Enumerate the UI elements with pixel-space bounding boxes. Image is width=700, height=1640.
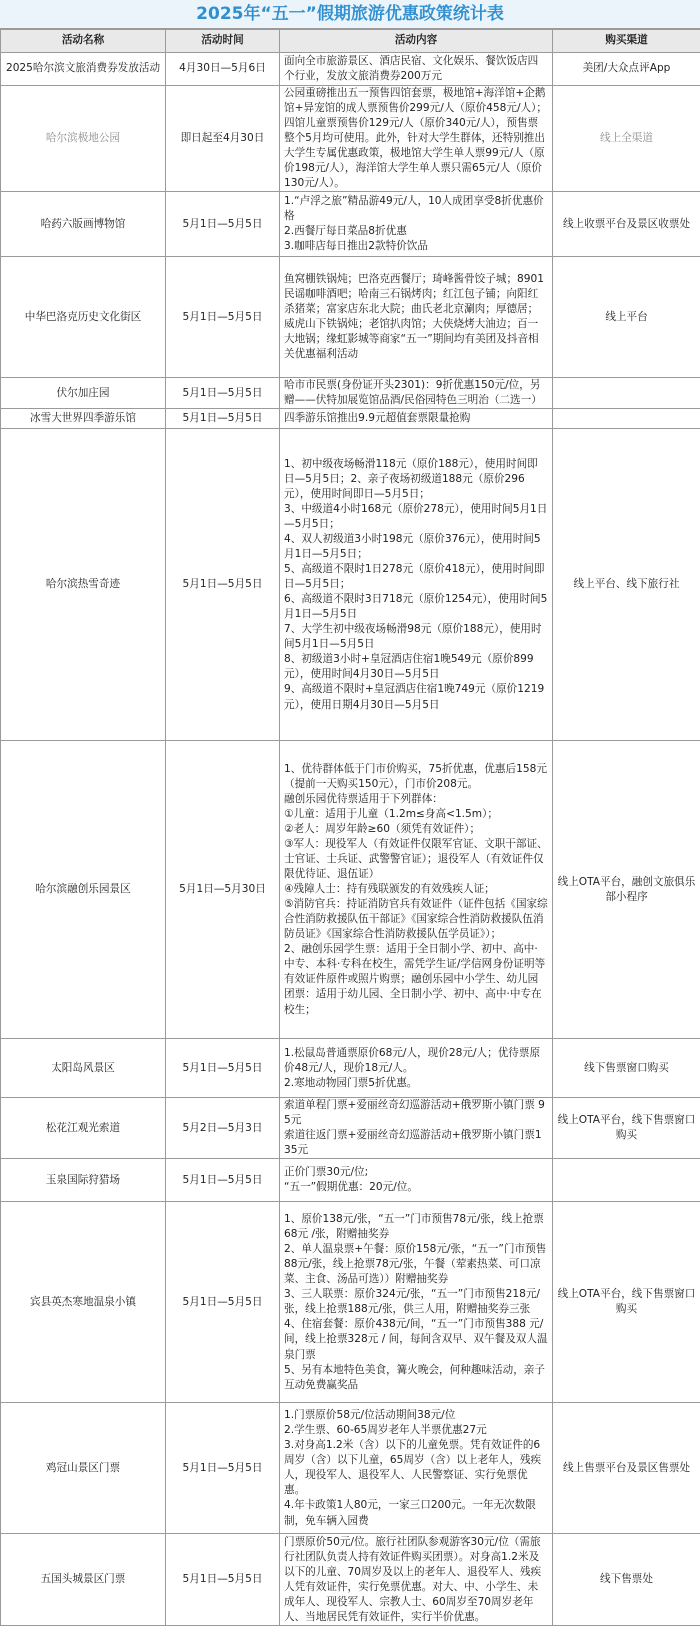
cell-activity-name: 松花江观光索道 [1,1098,166,1159]
cell-activity-content: 1、优待群体低于门市价购买，75折优惠，优惠后158元（提前一天购买150元），门市价208元。 融创乐园优待票适用于下列群体： ①儿童：适用于儿童（1.2m≤身高<1.5m）； ②老人：周岁年龄≥60（须凭有效证件）； ③军人：现役军人（有效证件仅限军官证、文职干部证、士官证、士兵证、武警警官证）；退役军人（有效证件仅限优待证、退伍证） ④残障人士：持有残联颁发的有效残疾人证； ⑤消防官兵：持证消防官兵有效证件（证件包括《国家综合性消防救援队伍干部证》《国家综合性消防救援队伍消防员证》《国家综合性消防救援队伍学员证》）； 2、融创乐园学生票：适用于全日制小学、初中、高中·中专、本科·专科在校生，需凭学生证/学信网身份证明等有效证件原件或照片购票；融创乐园中小学生、幼儿园团票：适用于幼儿园、全日制小学、初中、高中·中专在校生； [280,741,553,1039]
cell-purchase-channel [553,378,700,409]
cell-purchase-channel: 线上平台、线下旅行社 [553,429,700,741]
cell-activity-time: 即日起至4月30日 [166,86,280,192]
cell-activity-content: 公园重磅推出五一预售四馆套票，极地馆+海洋馆+企鹅馆+异宠馆的成人票预售价299元/人（原价458元/人）；四馆儿童票预售价129元/人（原价340元/人），预售票整个5月均可使用。此外，针对大学生群体，还特别推出大学生专属优惠政策，极地馆大学生单人票99元/人（原价198元/人），海洋馆大学生单人票只需65元/人（原价130元/人）。 [280,86,553,192]
header-time: 活动时间 [166,30,280,53]
cell-purchase-channel [553,409,700,429]
cell-activity-content: 四季游乐馆推出9.9元超值套票限量抢购 [280,409,553,429]
cell-activity-content: 1.“卢浮之旅”精品游49元/人，10人成团享受8折优惠价格 2.西餐厅每日菜品8折优惠 3.咖啡店每日推出2款特价饮品 [280,192,553,257]
cell-activity-content: 正价门票30元/位; “五一”假期优惠：20元/位。 [280,1159,553,1202]
table-row [1,86,700,192]
cell-purchase-channel: 线上OTA平台，线下售票窗口购买 [553,1098,700,1159]
cell-activity-name: 五国头城景区门票 [1,1534,166,1626]
policy-table [0,29,700,1626]
header-channel: 购买渠道 [553,30,700,53]
table-row [1,1159,700,1202]
cell-activity-name: 哈药六版画博物馆 [1,192,166,257]
cell-activity-content: 1、初中级夜场畅滑118元（原价188元），使用时间即日—5月5日；2、亲子夜场初级道188元（原价296元），使用时间即日—5月5日； 3、中级道4小时168元（原价278元），使用时间5月1日—5月5日； 4、双人初级道3小时198元（原价376元），使用时间5月1日—5月5日； 5、高级道不限时1日278元（原价418元），使用时间即日—5月5日； 6、高级道不限时3日718元（原价1254元），使用时间5月1日—5月5日 7、大学生初中级夜场畅滑98元（原价188元），使用时间5月1日—5月5日 8、初级道3小时+皇冠酒店住宿1晚549元（原价899元），使用时间4月30日—5月5日 9、高级道不限时+皇冠酒店住宿1晚749元（原价1219元），使用日期4月30日—5月5日 [280,429,553,741]
cell-activity-name: 太阳岛风景区 [1,1039,166,1098]
table-row [1,1403,700,1534]
cell-activity-name: 鸡冠山景区门票 [1,1403,166,1534]
table-row [1,257,700,378]
cell-activity-content: 索道单程门票+爱丽丝奇幻巡游活动+俄罗斯小镇门票 95元 索道往返门票+爱丽丝奇幻巡游活动+俄罗斯小镇门票135元 [280,1098,553,1159]
table-row [1,1098,700,1159]
cell-activity-name: 中华巴洛克历史文化街区 [1,257,166,378]
cell-purchase-channel: 线上售票平台及景区售票处 [553,1403,700,1534]
cell-activity-time: 5月1日—5月5日 [166,192,280,257]
cell-activity-time: 5月1日—5月5日 [166,1159,280,1202]
cell-activity-time: 5月1日—5月5日 [166,257,280,378]
cell-activity-content: 鱼窝棚铁锅炖；巴洛克西餐厅；琦峰酱骨饺子城；8901民谣咖啡酒吧；哈南三石锅烤肉；红江包子铺；向阳红杀猪菜；富家店东北大院；曲氏老北京涮肉；厚德居；威虎山下铁锅炖；老馆扒肉馆；大侠烧烤大油边；百一大地锅；缘虹影城等商家“五一”期间均有美团及抖音相关优惠福利活动 [280,257,553,378]
table-row [1,192,700,257]
cell-activity-name: 冰雪大世界四季游乐馆 [1,409,166,429]
cell-activity-name: 玉泉国际狩猎场 [1,1159,166,1202]
cell-activity-name: 哈尔滨热雪奇迹 [1,429,166,741]
cell-purchase-channel: 线上平台 [553,257,700,378]
cell-purchase-channel: 线下售票窗口购买 [553,1039,700,1098]
table-row [1,1534,700,1626]
header-content: 活动内容 [280,30,553,53]
table-row [1,409,700,429]
cell-activity-time: 5月1日—5月5日 [166,1039,280,1098]
cell-activity-time: 5月1日—5月5日 [166,1534,280,1626]
cell-activity-content: 1.松鼠岛普通票原价68元/人，现价28元/人；优待票原价48元/人，现价18元/人。 2.寒地动物园门票5折优惠。 [280,1039,553,1098]
table-row [1,378,700,409]
cell-activity-name: 哈尔滨极地公园 [1,86,166,192]
cell-activity-time: 5月1日—5月30日 [166,741,280,1039]
cell-activity-name: 哈尔滨融创乐园景区 [1,741,166,1039]
table-row [1,741,700,1039]
cell-activity-content: 门票原价50元/位。旅行社团队参观游客30元/位（需旅行社团队负责人持有效证件购买团票）。对身高1.2米及以下的儿童、70周岁及以上的老年人、退役军人、残疾人凭有效证件，实行免票优惠。对大、中、小学生、未成年人、现役军人、宗教人士、60周岁至70周岁老年人、当地居民凭有效证件，实行半价优惠。 [280,1534,553,1626]
cell-activity-time: 5月1日—5月5日 [166,409,280,429]
cell-purchase-channel: 线上收票平台及景区收票处 [553,192,700,257]
cell-activity-content: 面向全市旅游景区、酒店民宿、文化娱乐、餐饮饭店四个行业，发放文旅消费券200万元 [280,53,553,86]
cell-activity-name: 2025哈尔滨文旅消费券发放活动 [1,53,166,86]
table-row [1,429,700,741]
cell-activity-time: 5月1日—5月5日 [166,378,280,409]
cell-purchase-channel [553,1159,700,1202]
cell-activity-content: 哈市市民票(身份证开头2301)：9折优惠150元/位，另赠——伏特加展览馆品酒/民俗园特色三明治（二选一） [280,378,553,409]
cell-purchase-channel: 线上OTA平台，融创文旅俱乐部小程序 [553,741,700,1039]
header-row [1,30,700,53]
cell-activity-content: 1.门票原价58元/位活动期间38元/位 2.学生票、60-65周岁老年人半票优惠27元 3.对身高1.2米（含）以下的儿童免票。凭有效证件的6周岁（含）以下儿童，65周岁（含）以上老年人，残疾人，现役军人、退役军人、人民警察证、实行免票优惠。 4.年卡政策1人80元，一家三口200元。一年无次数限制，免车辆入园费 [280,1403,553,1534]
sheet-title: 2025年“五一”假期旅游优惠政策统计表 [0,0,700,29]
cell-activity-time: 5月2日—5月3日 [166,1098,280,1159]
header-name: 活动名称 [1,30,166,53]
cell-activity-time: 5月1日—5月5日 [166,1403,280,1534]
cell-activity-name: 宾县英杰寒地温泉小镇 [1,1202,166,1403]
cell-purchase-channel: 线上OTA平台，线下售票窗口购买 [553,1202,700,1403]
cell-activity-time: 5月1日—5月5日 [166,1202,280,1403]
cell-purchase-channel: 美团/大众点评App [553,53,700,86]
cell-purchase-channel: 线下售票处 [553,1534,700,1626]
cell-activity-time: 4月30日—5月6日 [166,53,280,86]
table-row [1,1039,700,1098]
cell-activity-name: 伏尔加庄园 [1,378,166,409]
table-row [1,53,700,86]
cell-purchase-channel: 线上全渠道 [553,86,700,192]
table-row [1,1202,700,1403]
cell-activity-time: 5月1日—5月5日 [166,429,280,741]
cell-activity-content: 1、原价138元/张，“五一”门市预售78元/张，线上抢票68元 /张，附赠抽奖券 2、单人温泉票+午餐：原价158元/张，“五一”门市预售88元/张，线上抢票78元/张，午餐（荤素热菜、可口凉菜、主食、汤品可选））附赠抽奖券 3、三人联票：原价324元/张，“五一”门市预售218元/张，线上抢票188元/张，供三人用，附赠抽奖券三张 4、住宿套餐：原价438元/间，“五一”门市预售388 元/间，线上抢票328元 / 间，每间含双早、双午餐及双人温泉门票 5、另有本地特色美食，篝火晚会，何种趣味活动，亲子互动免费赢奖品 [280,1202,553,1403]
